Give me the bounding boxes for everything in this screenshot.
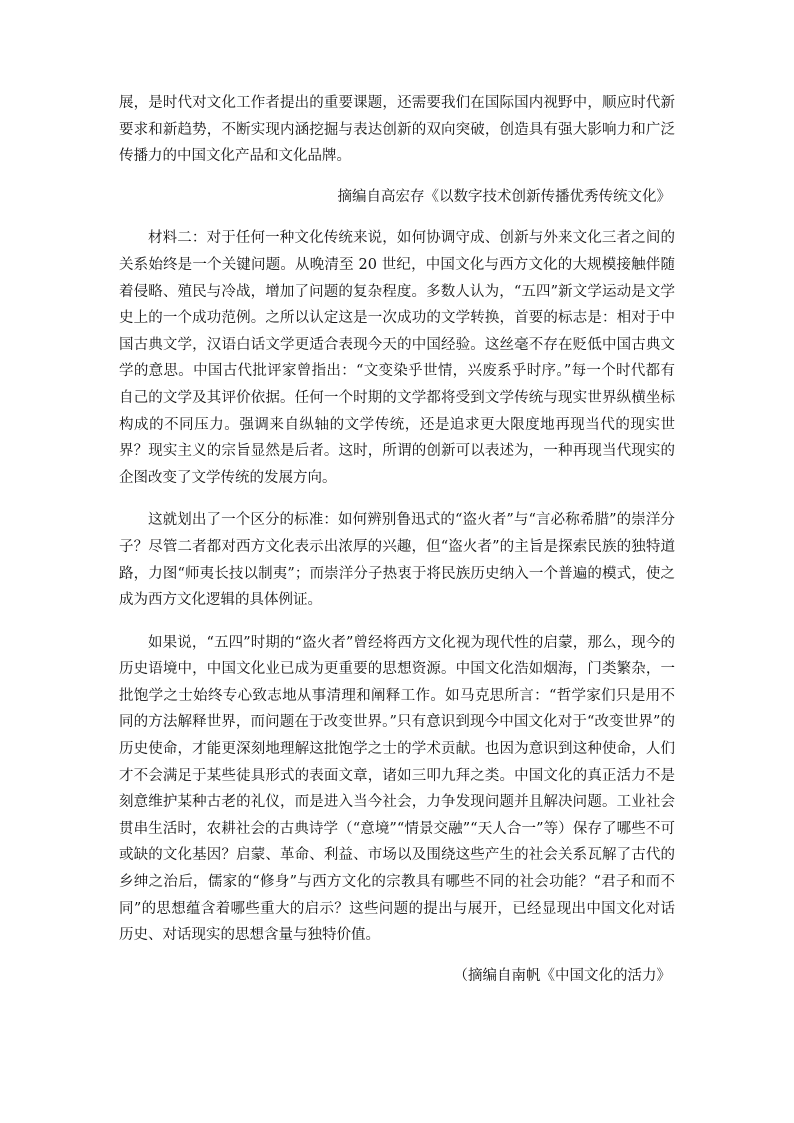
document-page — [119, 90, 675, 989]
material-2-paragraph-1: 材料二：对于任何一种文化传统来说，如何协调守成、创新与外来文化三者之间的关系始终是一个关键问题。从晚清至 20 世纪，中国文化与西方文化的大规模接触伴随着侵略、殖民与冷战，增加了问题的复杂程度。多数人认为，“五四”新文学运动是文学史上的一个成功范例。之所以认定这是一次成功的文学转换，首要的标志是：相对于中国古典文学，汉语白话文学更适合表现今天的中国经验。这丝毫不存在贬低中国古典文学的意思。中国古代批评家曾指出：“文变染乎世情，兴废系乎时序。”每一个时代都有自己的文学及其评价依据。任何一个时期的文学都将受到文学传统与现实世界纵横坐标构成的不同压力。强调来自纵轴的文学传统，还是追求更大限度地再现当代的现实世界？现实主义的宗旨显然是后者。这时，所谓的创新可以表述为，一种再现当代现实的企图改变了文学传统的发展方向。 — [119, 230, 675, 486]
source-citation-2: （摘编自南帆《中国文化的活力》 — [453, 967, 671, 984]
source-citation-1: 摘编自高宏存《以数字技术创新传播优秀传统文化》 — [337, 188, 671, 205]
material-2-paragraph-3: 如果说，“五四”时期的“盗火者”曾经将西方文化视为现代性的启蒙，那么，现今的历史语境中，中国文化业已成为更重要的思想资源。中国文化浩如烟海，门类繁杂，一批饱学之士始终专心致志地从事清理和阐释工作。如马克思所言：“哲学家们只是用不同的方法解释世界，而问题在于改变世界。”只有意识到现今中国文化对于“改变世界”的历史使命，才能更深刻地理解这批饱学之士的学术贡献。也因为意识到这种使命，人们才不会满足于某些徒具形式的表面文章，诸如三叩九拜之类。中国文化的真正活力不是刻意维护某种古老的礼仪，而是进入当今社会，力争发现问题并且解决问题。工业社会贯串生活时，农耕社会的古典诗学（“意境”“情景交融”“天人合一”等）保存了哪些不可或缺的文化基因？启蒙、革命、利益、市场以及围绕这些产生的社会关系瓦解了古代的乡绅之治后，儒家的“修身”与西方文化的宗教具有哪些不同的社会功能？“君子和而不同”的思想蕴含着哪些重大的启示？这些问题的提出与展开，已经显现出中国文化对话历史、对话现实的思想含量与独特价值。 — [119, 634, 675, 944]
material-2-paragraph-2: 这就划出了一个区分的标准：如何辨别鲁迅式的“盗火者”与“言必称希腊”的崇洋分子？尽管二者都对西方文化表示出浓厚的兴趣，但“盗火者”的主旨是探索民族的独特道路，力图“师夷长技以制夷”；而崇洋分子热衷于将民族历史纳入一个普遍的模式，使之成为西方文化逻辑的具体例证。 — [119, 512, 675, 609]
intro-paragraph: 展，是时代对文化工作者提出的重要课题，还需要我们在国际国内视野中，顺应时代新要求和新趋势，不断实现内涵挖掘与表达创新的双向突破，创造具有强大影响力和广泛传播力的中国文化产品和文化品牌。 — [119, 95, 675, 165]
